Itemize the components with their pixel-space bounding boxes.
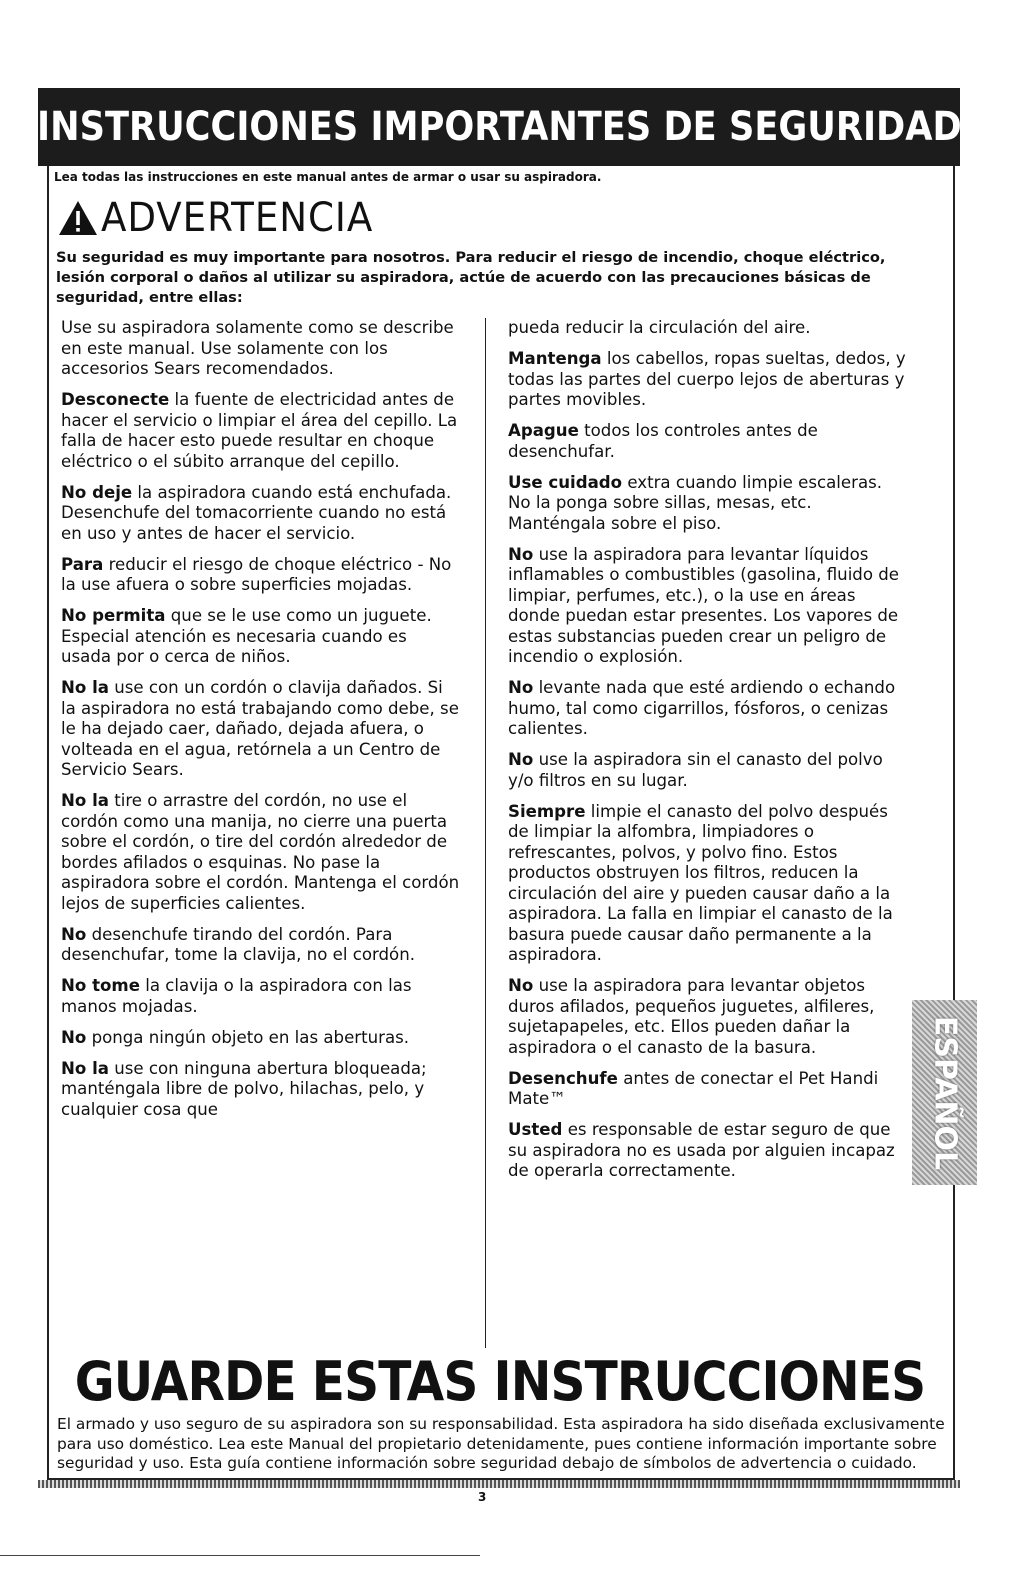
safety-item-text: la aspiradora cuando está enchufada. Desenchufe del tomacorriente cuando no está en uso y antes de hacer el servicio. [61, 482, 452, 543]
safety-item-text: limpie el canasto del polvo después de limpiar la alfombra, limpiadores o refrescantes, polvos, y polvo fino. Estos productos obstruyen los filtros, reducen la circulación del aire y pueden causar daño a la aspiradora. La falla en limpiar el canasto de la basura puede causar daño permanente a la aspiradora. [508, 801, 893, 964]
safety-item-lead: No [61, 924, 87, 944]
safety-item-text: use con un cordón o clavija dañados. Si la aspiradora no está trabajando como debe, se le ha dejado caer, dañado, dejada afuera, o volteada en el agua, retórnela a un Centro de Servicio Sears. [61, 678, 459, 779]
language-tab-label: ESPAÑOL [927, 1015, 962, 1170]
safety-item [61, 1028, 461, 1049]
safety-item-lead: No tome [61, 976, 140, 995]
safety-item-text: es responsable de estar seguro de que su aspiradora no es usada por alguien incapaz de operarla correctamente. [508, 1120, 895, 1180]
safety-item [508, 421, 908, 462]
closing-paragraph: El armado y uso seguro de su aspiradora son su responsabilidad. Esta aspiradora ha sido diseñada exclusivamente para uso doméstico. Lea este Manual del propietario detenidamente, pues contiene información importante sobre seguridad y uso. Esta guía contiene información sobre seguridad debajo de símbolos de advertencia o cuidado. [57, 1415, 945, 1472]
safety-item-text: los cabellos, ropas sueltas, dedos, y todas las partes del cuerpo lejos de aberturas y partes movibles. [508, 349, 906, 409]
safety-item-lead: Desconecte [61, 390, 170, 409]
safety-item-text: que se le use como un juguete. Especial atención es necesaria cuando es usada por o cerca de niños. [61, 606, 432, 666]
warning-word: ADVERTENCIA [101, 195, 374, 241]
bottom-line [0, 1555, 480, 1556]
warning-triangle-icon [57, 199, 99, 237]
safety-item [61, 678, 461, 781]
safety-item-lead: No permita [61, 606, 166, 625]
safety-item-text: todos los controles antes de desenchufar. [508, 421, 818, 461]
safety-item [508, 1069, 908, 1110]
title-banner [38, 88, 960, 166]
safety-item-text: use la aspiradora sin el canasto del polvo y/o filtros en su lugar. [508, 750, 883, 790]
safety-item [508, 473, 908, 535]
safety-item-lead: Siempre [508, 801, 586, 821]
page-number: 3 [478, 1490, 487, 1504]
safety-item-lead: No la [61, 678, 109, 697]
warning-heading [57, 195, 394, 241]
safety-item [61, 606, 461, 668]
safety-item-text: pueda reducir la circulación del aire. [508, 318, 811, 337]
safety-item-text: extra cuando limpie escaleras. No la ponga sobre sillas, mesas, etc. Manténgala sobre el piso. [508, 472, 883, 533]
page-title: INSTRUCCIONES IMPORTANTES DE SEGURIDAD [36, 104, 962, 150]
column-divider [485, 318, 486, 1348]
right-column [508, 318, 908, 1192]
safety-item-lead: Use cuidado [508, 472, 623, 492]
safety-item [508, 1120, 908, 1182]
safety-item-lead: Para [61, 554, 104, 574]
safety-item-text: antes de conectar el Pet Handi Mate™ [508, 1068, 879, 1108]
safety-item [61, 1059, 461, 1121]
left-column [61, 318, 461, 1131]
safety-item [61, 483, 461, 545]
safety-item-lead: No [61, 1027, 87, 1047]
safety-item-text: Use su aspiradora solamente como se describe en este manual. Use solamente con los accesorios Sears recomendados. [61, 318, 454, 378]
safety-item-lead: No [508, 544, 534, 564]
intro-text: Lea todas las instrucciones en este manual antes de armar o usar su aspiradora. [54, 170, 602, 184]
safety-item [508, 976, 908, 1058]
safety-item-lead: Apague [508, 421, 579, 440]
safety-item-text: ponga ningún objeto en las aberturas. [86, 1027, 410, 1047]
safety-item-lead: No deje [61, 482, 133, 502]
safety-item [61, 925, 461, 966]
warning-lead: Su seguridad es muy importante para nosotros. Para reducir el riesgo de incendio, choque eléctrico, lesión corporal o daños al utilizar su aspiradora, actúe de acuerdo con las precauciones básicas de seguridad, entre ellas: [56, 249, 886, 306]
safety-item [61, 976, 461, 1017]
safety-item [508, 545, 908, 668]
safety-item-lead: Desenchufe [508, 1068, 618, 1088]
safety-item [508, 318, 908, 339]
safety-item-text: levante nada que esté ardiendo o echando humo, tal como cigarrillos, fósforos, o cenizas calientes. [508, 678, 896, 738]
bottom-rule [38, 1480, 960, 1488]
safety-item-lead: Mantenga [508, 349, 602, 368]
safety-item [61, 555, 461, 596]
safety-item-text: desenchufe tirando del cordón. Para desenchufar, tome la clavija, no el cordón. [61, 924, 415, 964]
safety-item [61, 791, 461, 914]
safety-item [508, 678, 908, 740]
safety-item-lead: No [508, 678, 534, 697]
safety-item-text: tire o arrastre del cordón, no use el cordón como una manija, no cierre una puerta sobre el cordón, o tire del cordón alrededor de bordes afilados o esquinas. No pase la aspiradora sobre el cordón. Mantenga el cordón lejos de superficies calientes. [61, 791, 460, 913]
safety-item-lead: No [508, 750, 534, 769]
safety-item-text: la clavija o la aspiradora con las manos mojadas. [61, 976, 412, 1016]
safety-item-text: use la aspiradora para levantar objetos duros afilados, pequeños juguetes, alfileres, sujetapapeles, etc. Ellos pueden dañar la aspiradora o el canasto de la basura. [508, 976, 875, 1057]
safety-item [508, 349, 908, 411]
safety-item [61, 390, 461, 472]
safety-item-text: reducir el riesgo de choque eléctrico - No la use afuera o sobre superficies mojadas. [61, 554, 452, 594]
safety-item [508, 802, 908, 966]
language-tab [912, 1000, 977, 1185]
safety-item-text: use la aspiradora para levantar líquidos inflamables o combustibles (gasolina, fluido de limpiar, perfumes, etc.), o la use en áreas donde puedan estar presentes. Los vapores de estas substancias pueden crear un peligro de incendio o explosión. [508, 544, 900, 666]
safety-item-lead: No [508, 976, 534, 995]
safety-item-lead: No la [61, 791, 109, 810]
safety-item-text: use con ninguna abertura bloqueada; manténgala libre de polvo, hilachas, pelo, y cualquier cosa que [61, 1058, 427, 1119]
safety-item-lead: No la [61, 1058, 109, 1078]
safety-item [61, 318, 461, 380]
safety-item [508, 750, 908, 791]
save-instructions-heading: GUARDE ESTAS INSTRUCCIONES [74, 1350, 926, 1413]
safety-item-text: la fuente de electricidad antes de hacer el servicio o limpiar el área del cepillo. La falla de hacer esto puede resultar en choque eléctrico o el súbito arranque del cepillo. [61, 390, 458, 471]
safety-item-lead: Usted [508, 1120, 563, 1139]
